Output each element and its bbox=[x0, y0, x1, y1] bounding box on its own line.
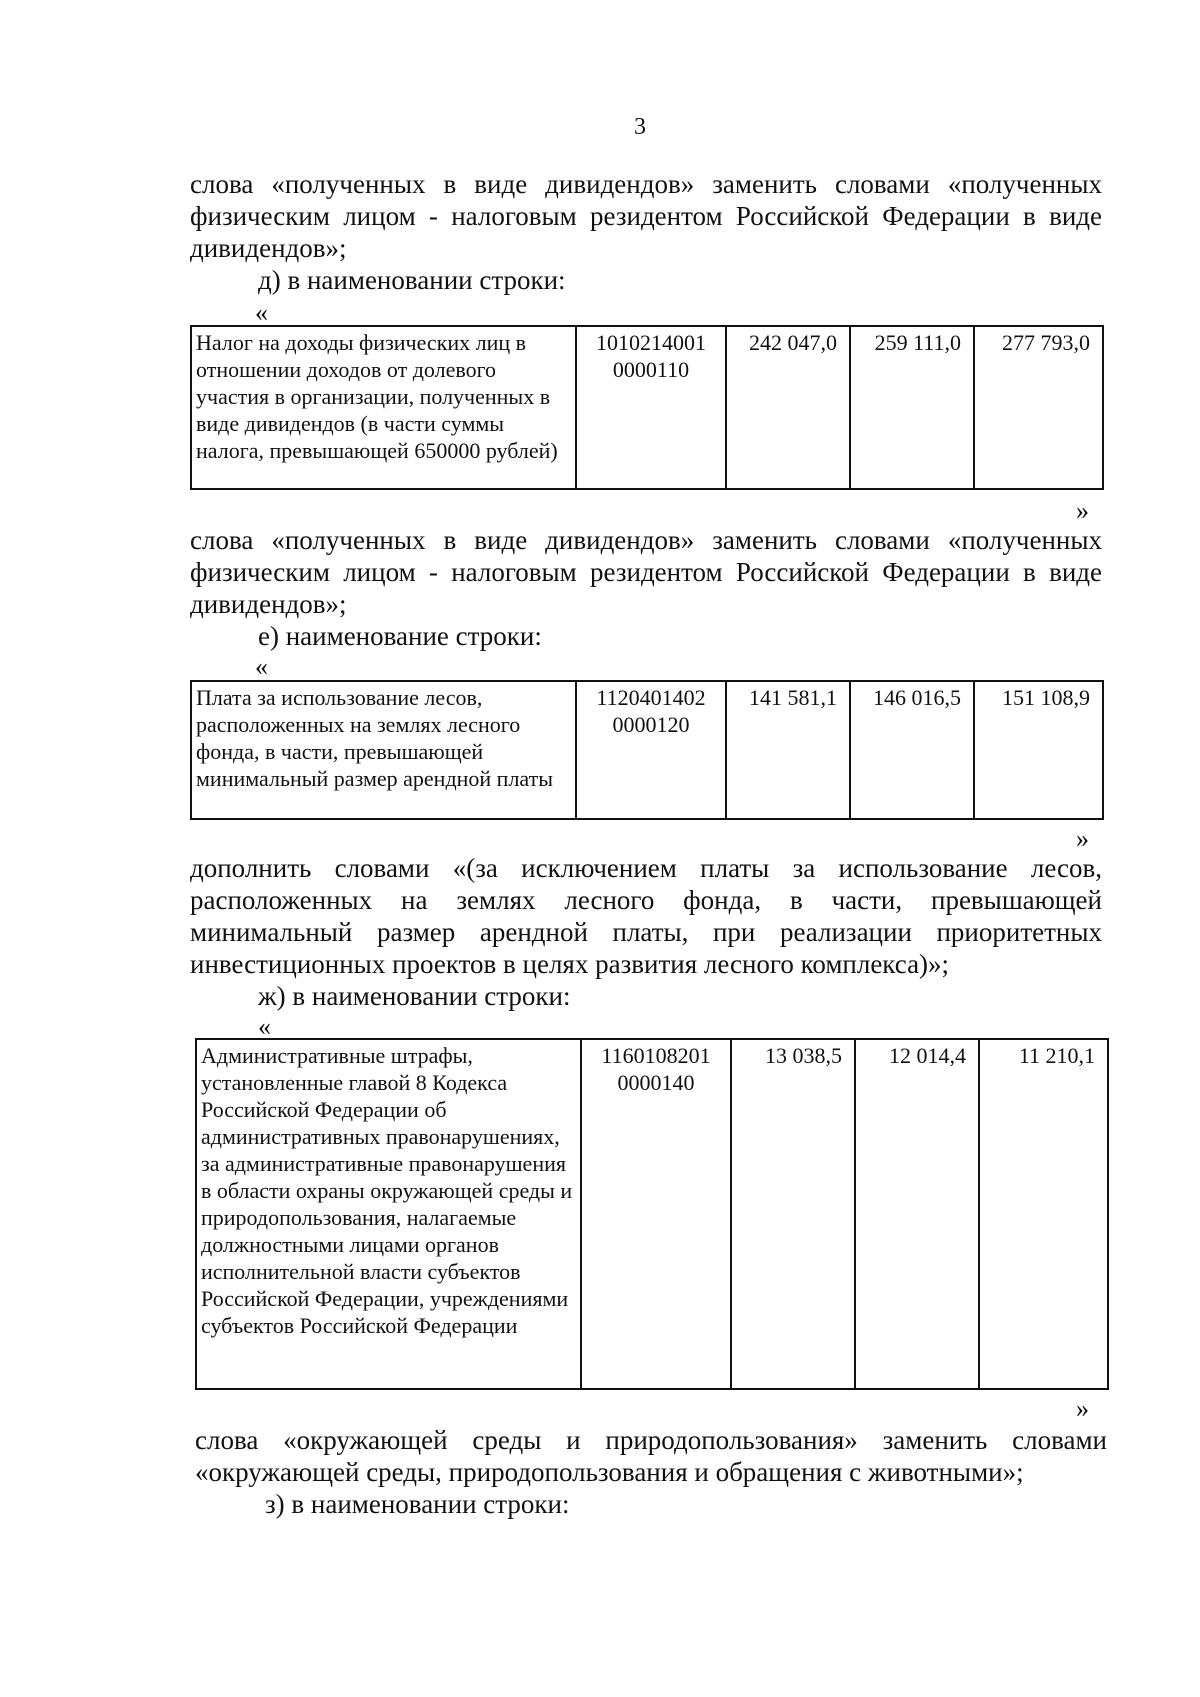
row-value-1-cell: 141 581,1 bbox=[726, 681, 850, 819]
row-value-2-cell: 259 111,0 bbox=[850, 326, 974, 489]
item-e-heading: е) наименование строки: bbox=[258, 621, 542, 651]
table-row-admin-fines bbox=[195, 1038, 1109, 1390]
table-row-forest-fee bbox=[190, 680, 1104, 820]
row-value-2-cell: 146 016,5 bbox=[850, 681, 974, 819]
close-quote-2: » bbox=[1076, 824, 1089, 853]
paragraph-add-words: дополнить словами «(за исключением платы за использование лесов, расположенных на землях лесного фонда, в части, превышающей минимальный размер арендной платы, при реализации приоритетных инвестиционных проектов в целях развития лесного комплекса)»; bbox=[190, 853, 1102, 979]
row-code-cell: 1010214001 0000110 bbox=[576, 326, 726, 489]
row-value-2-cell: 12 014,4 bbox=[855, 1039, 979, 1389]
table-row-ndfl bbox=[190, 325, 1104, 490]
paragraph-replace-dividends-1: слова «полученных в виде дивидендов» заменить словами «полученных физическим лицом - налоговым резидентом Российской Федерации в виде дивидендов»; bbox=[190, 169, 1102, 263]
open-quote-1: « bbox=[255, 298, 268, 327]
table-row bbox=[191, 326, 1103, 489]
open-quote-3: « bbox=[258, 1012, 271, 1041]
row-value-3-cell: 11 210,1 bbox=[979, 1039, 1108, 1389]
close-quote-1: » bbox=[1076, 496, 1089, 525]
row-value-3-cell: 151 108,9 bbox=[974, 681, 1103, 819]
row-value-1-cell: 13 038,5 bbox=[731, 1039, 855, 1389]
close-quote-3: » bbox=[1076, 1394, 1089, 1423]
item-d-heading: д) в наименовании строки: bbox=[258, 265, 566, 295]
row-value-3-cell: 277 793,0 bbox=[974, 326, 1103, 489]
table-row bbox=[191, 681, 1103, 819]
row-code-cell: 1120401402 0000120 bbox=[576, 681, 726, 819]
row-name-cell: Плата за использование лесов, расположенных на землях лесного фонда, в части, превышающей минимальный размер арендной платы bbox=[191, 681, 576, 819]
table-row bbox=[196, 1039, 1108, 1389]
page-number: 3 bbox=[634, 114, 646, 140]
row-name-cell: Налог на доходы физических лиц в отношении доходов от долевого участия в организации, полученных в виде дивидендов (в части суммы налога, превышающей 650000 рублей) bbox=[191, 326, 576, 489]
row-value-1-cell: 242 047,0 bbox=[726, 326, 850, 489]
paragraph-replace-dividends-2: слова «полученных в виде дивидендов» заменить словами «полученных физическим лицом - налоговым резидентом Российской Федерации в виде дивидендов»; bbox=[190, 525, 1102, 619]
row-code-cell: 1160108201 0000140 bbox=[581, 1039, 731, 1389]
paragraph-replace-environment: слова «окружающей среды и природопользования» заменить словами «окружающей среды, природопользования и обращения с животными»; bbox=[195, 1425, 1107, 1487]
item-zh-heading: ж) в наименовании строки: bbox=[258, 981, 571, 1011]
row-name-cell: Административные штрафы, установленные главой 8 Кодекса Российской Федерации об административных правонарушениях, за административные правонарушения в области охраны окружающей среды и природопользования, налагаемые должностными лицами органов исполнительной власти субъектов Российской Федерации, учреждениями субъектов Российской Федерации bbox=[196, 1039, 581, 1389]
item-z-heading: з) в наименовании строки: bbox=[265, 1489, 570, 1519]
open-quote-2: « bbox=[255, 652, 268, 681]
